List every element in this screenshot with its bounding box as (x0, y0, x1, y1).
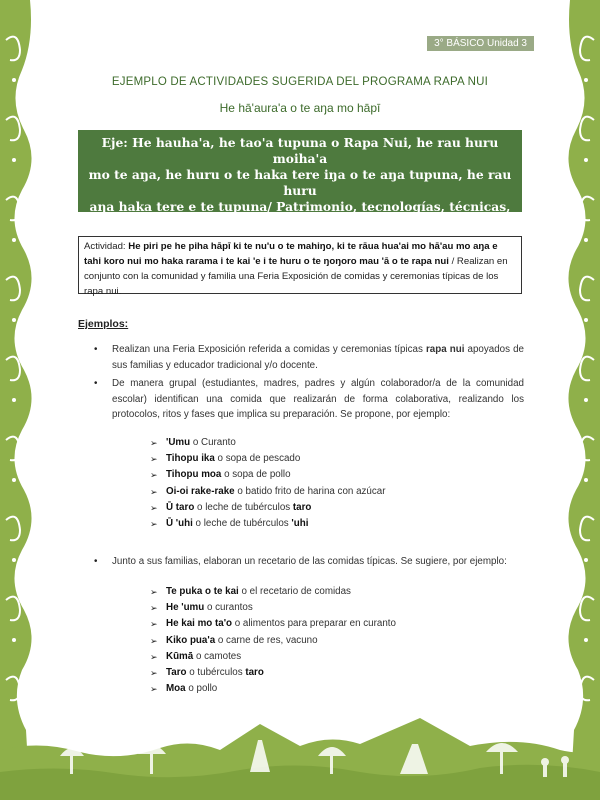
recipes-bullet-list (94, 554, 524, 573)
arrow-check-icon: ➢ (150, 486, 158, 497)
arrow-check-icon: ➢ (150, 668, 158, 679)
bullet-text: De manera grupal (estudiantes, madres, padres y algún colaborador/a de la comunidad escolar) identifican una comida que realizarán de forma colaborativa, realizando los protocolos, ritos y fases que implica su preparación. Se propone, por ejemplo: (112, 378, 524, 420)
eje-line: ciencias y artes ancestrales. (203, 215, 397, 230)
grade-unit-badge: 3° BÁSICO Unidad 3 (427, 36, 534, 51)
activity-rapanui-text: He piri pe he piha hāpī ki te nu'u o te mahiŋo, ki te rāua hua'ai mo hā'au mo aŋa e tahi koro nui mo haka rarama i te kai 'e i te huru o te ŋoŋoro mau 'ā o te rapa nui (84, 241, 498, 267)
list-item: ➢ Kūmā o camotes (150, 649, 396, 665)
list-item: ➢ He 'umu o curantos (150, 600, 396, 616)
list-item: ➢ Moa o pollo (150, 681, 396, 697)
list-item: ➢ Taro o tubérculos taro (150, 665, 396, 681)
arrow-check-icon: ➢ (150, 470, 158, 481)
activity-label: Actividad: (84, 241, 129, 252)
activity-spanish-text: / Realizan en conjunto con la comunidad y familia una Feria Exposición de comidas y ceremonias típicas de los rapa nui. (84, 256, 508, 297)
bullet-text: apoyados de sus familias y educador tradicional y/o docente. (112, 344, 524, 371)
list-item: ➢ Ū taro o leche de tubérculos taro (150, 500, 385, 516)
bullet-text: Junto a sus familias, elaboran un recetario de las comidas típicas. Se sugiere, por ejemplo: (112, 556, 507, 567)
arrow-check-icon: ➢ (150, 684, 158, 695)
arrow-check-icon: ➢ (150, 519, 158, 530)
list-item (94, 554, 524, 570)
arrow-check-icon: ➢ (150, 619, 158, 630)
program-title: EJEMPLO DE ACTIVIDADES SUGERIDA DEL PROGRAMA RAPA NUI (111, 76, 489, 88)
arrow-check-icon: ➢ (150, 635, 158, 646)
list-item: ➢ Oi-oi rake-rake o batido frito de harina con azúcar (150, 484, 385, 500)
list-item: ➢ 'Umu o Curanto (150, 435, 385, 451)
list-item: ➢ Ū 'uhi o leche de tubérculos 'uhi (150, 516, 385, 532)
eje-line: Eje: He hauha'a, he tao'a tupuna o Rapa Nui, he rau huru moiha'a (101, 135, 499, 166)
eje-heading-box (78, 130, 522, 230)
left-koru-border (0, 0, 46, 800)
list-item: ➢ Tihopu ika o sopa de pescado (150, 451, 385, 467)
examples-bullet-list (94, 342, 524, 426)
eje-line: mo te aŋa, he huru o te haka tere iŋa o te aŋa tupuna, he rau huru (88, 167, 512, 198)
recipes-checklist (150, 584, 396, 697)
arrow-check-icon: ➢ (150, 438, 158, 448)
arrow-check-icon: ➢ (150, 651, 158, 662)
list-item: ➢ Tihopu moa o sopa de pollo (150, 467, 385, 483)
arrow-check-icon: ➢ (150, 454, 158, 465)
right-koru-border (554, 0, 600, 800)
activity-box (78, 236, 522, 297)
list-item: ➢ He kai mo ta'o o alimentos para preparar en curanto (150, 616, 396, 632)
list-item: ➢ Te puka o te kai o el recetario de comidas (150, 584, 396, 600)
bullet-bold-text: rapa nui (425, 344, 465, 355)
examples-title: Ejemplos: (78, 318, 129, 330)
arrow-check-icon: ➢ (150, 587, 158, 597)
bullet-text: Realizan una Feria Exposición referida a comidas y ceremonias típicas (112, 344, 426, 355)
footer-landscape-illustration (0, 710, 600, 800)
list-item (94, 342, 524, 373)
foods-checklist (150, 435, 385, 532)
arrow-check-icon: ➢ (150, 603, 158, 614)
list-item (94, 376, 524, 423)
list-item: ➢ Kiko pua'a o carne de res, vacuno (150, 633, 396, 649)
activity-subtitle: He hā'aura'a o te aŋa mo hāpī (219, 101, 381, 115)
eje-line: aŋa haka tere e te tupuna/ Patrimonio, tecnologías, técnicas, (89, 199, 511, 214)
arrow-check-icon: ➢ (150, 502, 158, 513)
